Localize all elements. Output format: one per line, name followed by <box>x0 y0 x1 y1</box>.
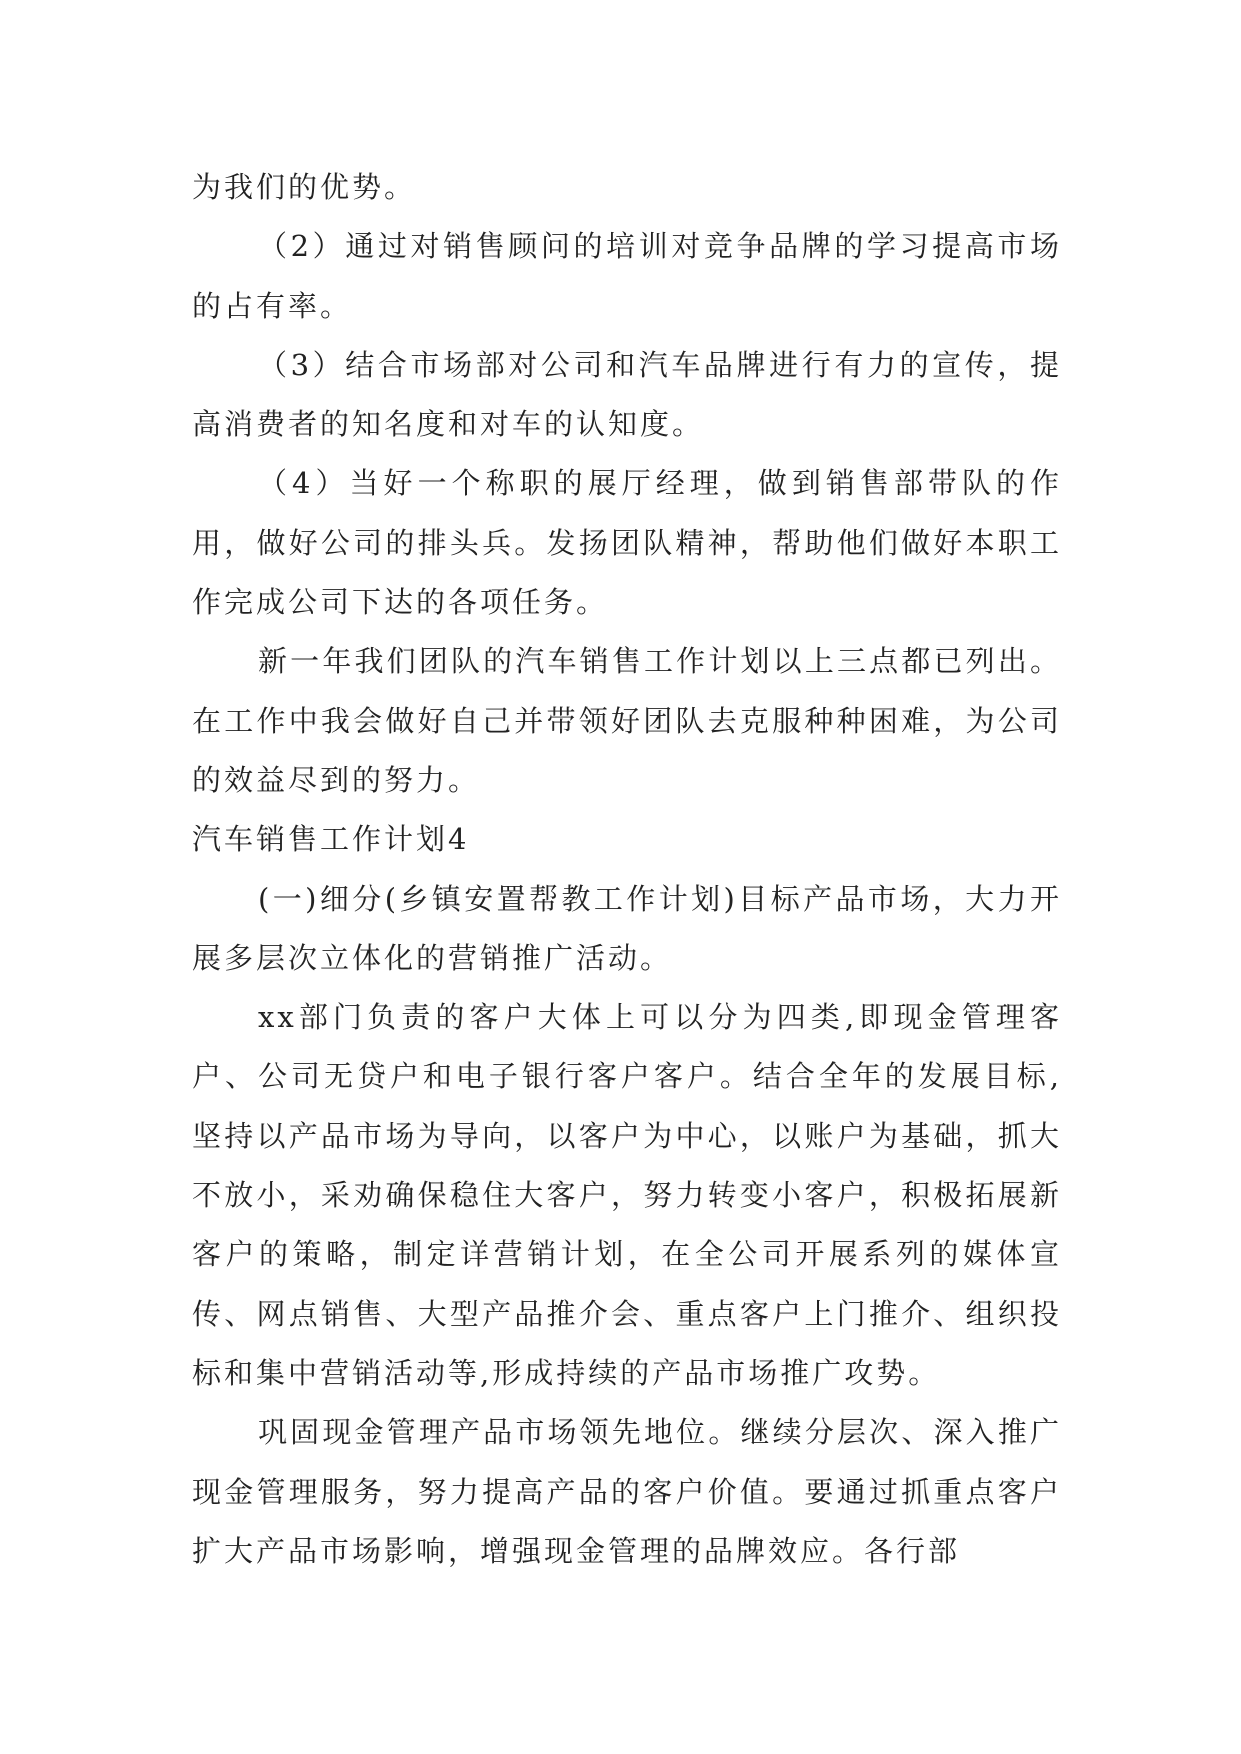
paragraph-item-3: （3）结合市场部对公司和汽车品牌进行有力的宣传，提高消费者的知名度和对车的认知度。 <box>192 347 1062 442</box>
paragraph-continuation: 为我们的优势。 <box>192 170 417 204</box>
document-body <box>192 158 1062 1581</box>
paragraph-cash-management: 巩固现金管理产品市场领先地位。继续分层次、深入推广现金管理服务，努力提高产品的客户价值。要通过抓重点客户扩大产品市场影响，增强现金管理的品牌效应。各行部 <box>192 1415 1062 1568</box>
paragraph-summary: 新一年我们团队的汽车销售工作计划以上三点都已列出。在工作中我会做好自己并带领好团队去克服种种困难，为公司的效益尽到的努力。 <box>192 644 1062 797</box>
paragraph-item-2: （2）通过对销售顾问的培训对竞争品牌的学习提高市场的占有率。 <box>192 229 1062 323</box>
paragraph-item-4: （4）当好一个称职的展厅经理，做到销售部带队的作用，做好公司的排头兵。发扬团队精神，帮助他们做好本职工作完成公司下达的各项任务。 <box>192 466 1062 620</box>
paragraph-section-1: (一)细分(乡镇安置帮教工作计划)目标产品市场，大力开展多层次立体化的营销推广活动。 <box>192 881 1062 975</box>
paragraph-customers: xx部门负责的客户大体上可以分为四类,即现金管理客户、公司无贷户和电子银行客户客户。结合全年的发展目标,坚持以产品市场为导向，以客户为中心，以账户为基础，抓大不放小，采劝确保稳住大客户，努力转变小客户，积极拓展新客户的策略，制定详营销计划，在全公司开展系列的媒体宣传、网点销售、大型产品推介会、重点客户上门推介、组织投标和集中营销活动等,形成持续的产品市场推广攻势。 <box>192 1000 1062 1390</box>
section-heading: 汽车销售工作计划4 <box>192 822 470 857</box>
